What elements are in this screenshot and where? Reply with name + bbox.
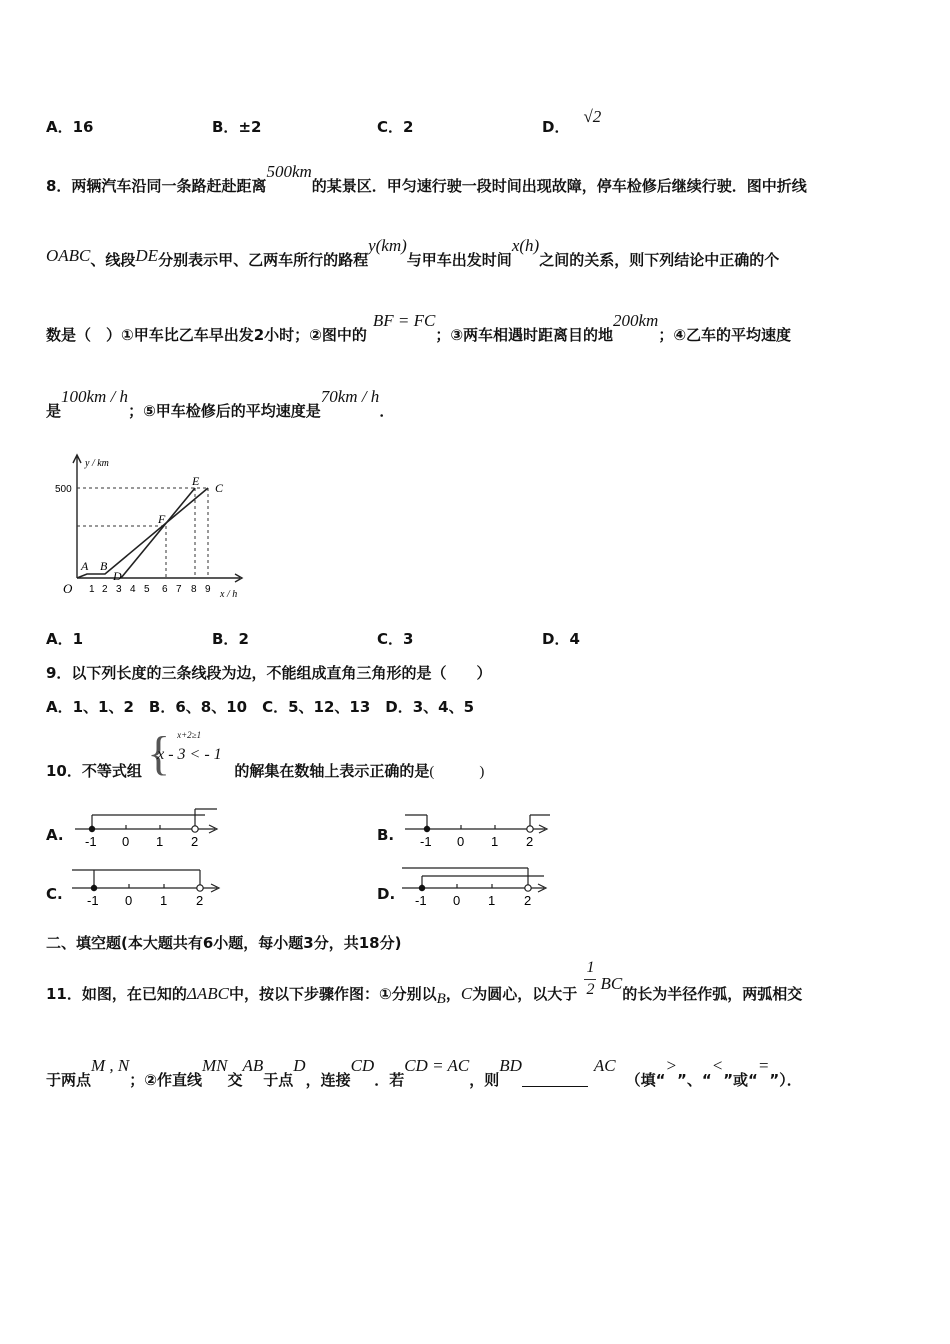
q10-numberline-d [402, 864, 552, 909]
svg-text:2: 2 [196, 893, 204, 908]
svg-text:2: 2 [524, 893, 532, 908]
tick-3: 3 [116, 584, 122, 595]
q8-stem-line4: 是100km / h；⑤甲车检修后的平均速度是70km / h． [46, 387, 395, 420]
svg-text:-1: -1 [87, 893, 99, 908]
inequality-system: { x+2≥1 x - 3 < - 1 [147, 727, 222, 780]
svg-text:-1: -1 [420, 834, 432, 849]
origin-label: O [63, 581, 73, 596]
line-oabc [77, 488, 208, 578]
fraction-half: $\frac{1}{2}$ [586, 958, 595, 998]
q9-options: A．1、1、2 B．6、8、10 C．5、12、13 D．3、4、5 [46, 698, 475, 716]
svg-text:0: 0 [125, 893, 133, 908]
y-axis-label: y / km [85, 458, 109, 469]
svg-text:-1: -1 [415, 893, 427, 908]
q8-option-a: A．1 [46, 630, 84, 648]
q10-option-c-label: C. [46, 885, 63, 903]
y-500-label: 500 [55, 484, 72, 495]
svg-text:1: 1 [491, 834, 499, 849]
q10-option-b-label: B. [377, 826, 395, 844]
q11-stem-line2: 于两点M , N；②作直线MN交AB于点D，连接CD．若CD = AC，则BD AC（填“>”、“<”或“=”）． [46, 1056, 802, 1089]
section-2-heading: 二、填空题(本大题共有6小题，每小题3分，共18分) [46, 934, 402, 952]
tick-8: 8 [191, 584, 197, 595]
q7-option-a: A．16 [46, 118, 94, 136]
q7-option-b: B．±2 [212, 118, 262, 136]
point-d-label: D [113, 569, 122, 583]
svg-text:1: 1 [156, 834, 164, 849]
point-c-label: C [215, 481, 224, 495]
svg-text:2: 2 [526, 834, 534, 849]
tick-6: 6 [162, 584, 168, 595]
q7-option-c: C．2 [377, 118, 414, 136]
q8-option-c: C．3 [377, 630, 414, 648]
q10-option-d-label: D. [377, 885, 396, 903]
point-b-label: B [100, 559, 108, 573]
tick-9: 9 [205, 584, 211, 595]
q10-numberline-a [75, 805, 225, 850]
point-e-label: E [192, 474, 200, 488]
x-axis-label: x / h [220, 589, 238, 600]
tick-2: 2 [102, 584, 108, 595]
q8-graph [55, 450, 255, 605]
point-f-label: F [158, 512, 166, 526]
svg-text:0: 0 [457, 834, 465, 849]
q7-option-d: D．√2 [542, 107, 602, 136]
tick-1: 1 [89, 584, 95, 595]
q9-stem: 9．以下列长度的三条线段为边，不能组成直角三角形的是（ ） [46, 664, 492, 682]
q8-stem-line2: OABC、线段DE分别表示甲、乙两车所行的路程y(km)与甲车出发时间x(h)之间的关系，则下列结论中正确的个 [46, 236, 780, 269]
point-a-label: A [81, 559, 89, 573]
tick-5: 5 [144, 584, 150, 595]
q10-stem: 10．不等式组 { x+2≥1 x - 3 < - 1 的解集在数轴上表示正确的是( ) [46, 727, 485, 780]
tick-7: 7 [176, 584, 182, 595]
line-de [121, 488, 195, 578]
q10-numberline-b [405, 805, 555, 850]
svg-text:1: 1 [488, 893, 496, 908]
answer-blank[interactable] [522, 1072, 588, 1087]
q8-option-b: B．2 [212, 630, 249, 648]
svg-text:-1: -1 [85, 834, 97, 849]
svg-text:0: 0 [453, 893, 461, 908]
svg-text:1: 1 [160, 893, 168, 908]
q10-option-a-label: A. [46, 826, 64, 844]
svg-text:2: 2 [191, 834, 199, 849]
q11-stem-line1: 11．如图，在已知的ΔABC中，按以下步骤作图：①分别以B，C为圆心，以大于 $\frac{1}{2}$ BC的长为半径作弧，两弧相交 [46, 958, 803, 1007]
q8-option-d: D．4 [542, 630, 580, 648]
q8-stem-line1: 8．两辆汽车沿同一条路赶赴距离500km的某景区．甲匀速行驶一段时间出现故障，停车检修后继续行驶．图中折线 [46, 162, 807, 195]
q8-stem-line3: 数是（ ）①甲车比乙车早出发2小时；②图中的BF = FC；③两车相遇时距离目的地200km；④乙车的平均速度 [46, 311, 792, 344]
svg-text:0: 0 [122, 834, 130, 849]
tick-4: 4 [130, 584, 136, 595]
q10-numberline-c [72, 864, 227, 909]
